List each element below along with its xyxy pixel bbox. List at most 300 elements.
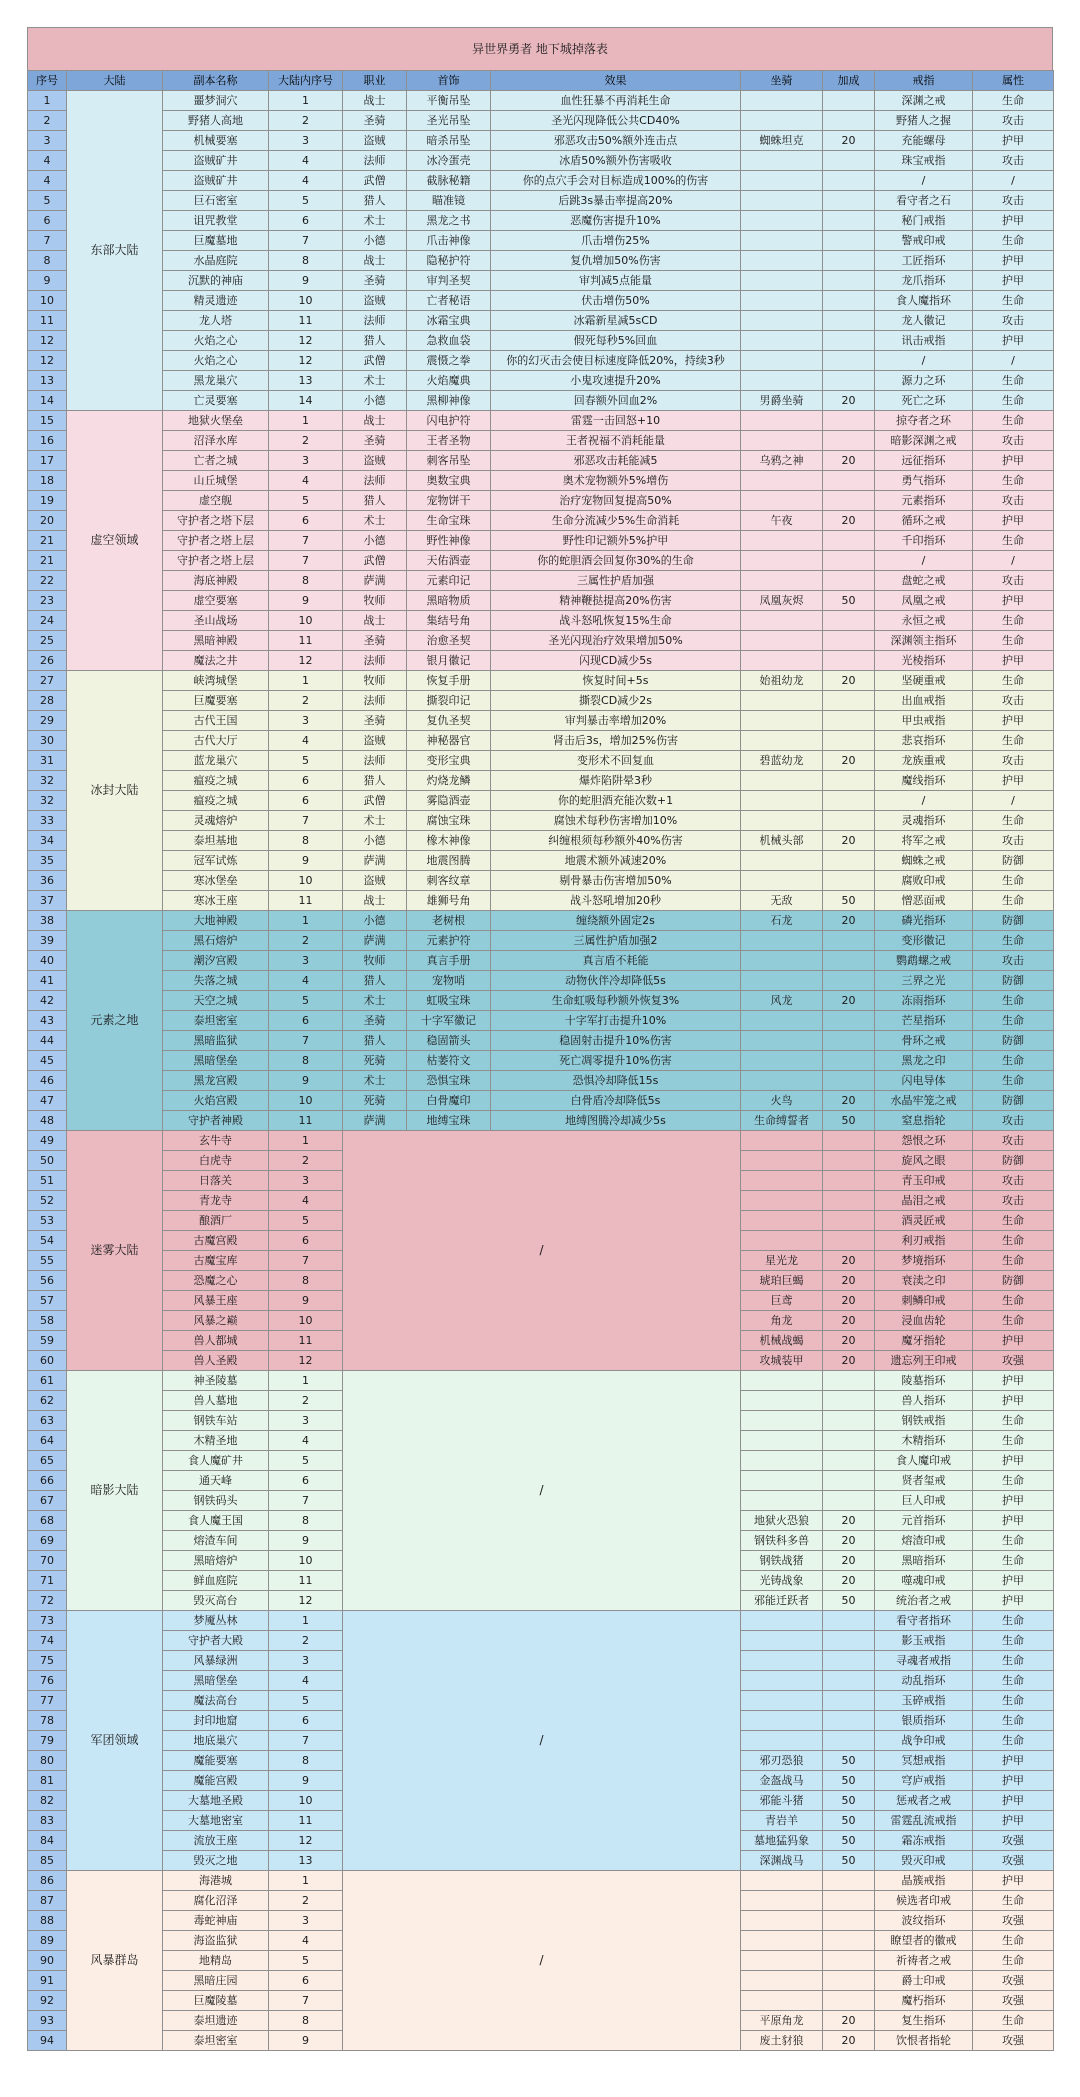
cell-mount	[741, 1411, 823, 1431]
cell-ring: 水晶牢笼之戒	[875, 1091, 973, 1111]
cell-ring: 深渊之戒	[875, 91, 973, 111]
cell-continent-index: 10	[269, 291, 343, 311]
cell-attribute: 攻强	[973, 2031, 1054, 2051]
col-header-mount: 坐骑	[741, 71, 823, 91]
cell-dungeon: 守护者之塔上层	[163, 551, 269, 571]
cell-class: 武僧	[343, 551, 407, 571]
cell-mount: 乌鸦之神	[741, 451, 823, 471]
cell-continent-index: 7	[269, 531, 343, 551]
cell-index: 50	[28, 1151, 67, 1171]
cell-attribute: 生命	[973, 1891, 1054, 1911]
cell-dungeon: 虚空舰	[163, 491, 269, 511]
cell-dungeon: 黑龙宫殿	[163, 1071, 269, 1091]
cell-index: 73	[28, 1611, 67, 1631]
cell-attribute: 攻强	[973, 1851, 1054, 1871]
cell-continent-index: 9	[269, 1531, 343, 1551]
cell-ring: 骨环之戒	[875, 1031, 973, 1051]
table-row	[28, 191, 1054, 211]
cell-ring: 影玉戒指	[875, 1631, 973, 1651]
cell-index: 68	[28, 1511, 67, 1531]
cell-bonus: 20	[823, 751, 875, 771]
cell-trinket: 地震图腾	[407, 851, 491, 871]
table-row	[28, 371, 1054, 391]
col-header-trinket: 首饰	[407, 71, 491, 91]
cell-dungeon: 毒蛇神庙	[163, 1911, 269, 1931]
cell-index: 47	[28, 1091, 67, 1111]
cell-index: 80	[28, 1751, 67, 1771]
cell-continent-index: 3	[269, 951, 343, 971]
cell-continent-index: 5	[269, 1211, 343, 1231]
cell-attribute: 生命	[973, 1691, 1054, 1711]
cell-attribute: 攻击	[973, 111, 1054, 131]
cell-dungeon: 酿酒厂	[163, 1211, 269, 1231]
cell-dungeon: 地底巢穴	[163, 1731, 269, 1751]
cell-mount	[741, 1191, 823, 1211]
cell-index: 66	[28, 1471, 67, 1491]
cell-dungeon: 峡湾城堡	[163, 671, 269, 691]
cell-continent-index: 5	[269, 191, 343, 211]
table-row	[28, 311, 1054, 331]
cell-continent-index: 10	[269, 871, 343, 891]
cell-index: 32	[28, 791, 67, 811]
cell-effect: 爪击增伤25%	[491, 231, 741, 251]
cell-bonus	[823, 1631, 875, 1651]
cell-ring: 元素指环	[875, 491, 973, 511]
cell-trinket: 神秘器官	[407, 731, 491, 751]
cell-bonus	[823, 871, 875, 891]
cell-attribute: 护甲	[973, 651, 1054, 671]
cell-dungeon: 风暴绿洲	[163, 1651, 269, 1671]
table-row	[28, 771, 1054, 791]
cell-effect: 王者祝福不消耗能量	[491, 431, 741, 451]
cell-class: 猎人	[343, 491, 407, 511]
cell-index: 91	[28, 1971, 67, 1991]
cell-index: 89	[28, 1931, 67, 1951]
cell-trinket: 橡木神像	[407, 831, 491, 851]
cell-dungeon: 瘟疫之城	[163, 771, 269, 791]
cell-effect: 变形术不回复血	[491, 751, 741, 771]
col-header-dungeon: 副本名称	[163, 71, 269, 91]
cell-ring: 战争印戒	[875, 1731, 973, 1751]
cell-ring: 穹庐戒指	[875, 1771, 973, 1791]
cell-bonus	[823, 1931, 875, 1951]
cell-index: 49	[28, 1131, 67, 1151]
cell-mount	[741, 1171, 823, 1191]
cell-continent-index: 10	[269, 1091, 343, 1111]
cell-index: 6	[28, 211, 67, 231]
cell-class: 萨满	[343, 931, 407, 951]
cell-mount: 男爵坐骑	[741, 391, 823, 411]
table-row	[28, 1111, 1054, 1131]
cell-mount: 凤凰灰烬	[741, 591, 823, 611]
cell-index: 43	[28, 1011, 67, 1031]
cell-class: 武僧	[343, 171, 407, 191]
cell-attribute: 防御	[973, 851, 1054, 871]
cell-bonus: 20	[823, 1311, 875, 1331]
col-header-continent: 大陆	[67, 71, 163, 91]
cell-bonus	[823, 1951, 875, 1971]
cell-class: 圣骑	[343, 271, 407, 291]
cell-index: 3	[28, 131, 67, 151]
cell-class: 小德	[343, 531, 407, 551]
cell-ring: 循环之戒	[875, 511, 973, 531]
col-header-effect: 效果	[491, 71, 741, 91]
cell-continent-index: 2	[269, 691, 343, 711]
cell-continent-index: 4	[269, 171, 343, 191]
cell-class: 战士	[343, 891, 407, 911]
cell-index: 44	[28, 1031, 67, 1051]
cell-bonus	[823, 1151, 875, 1171]
cell-bonus: 20	[823, 1251, 875, 1271]
cell-class: 战士	[343, 251, 407, 271]
table-row	[28, 551, 1054, 571]
cell-ring: 坚硬重戒	[875, 671, 973, 691]
cell-index: 57	[28, 1291, 67, 1311]
cell-continent-index: 2	[269, 931, 343, 951]
cell-dungeon: 流放王座	[163, 1831, 269, 1851]
cell-bonus	[823, 771, 875, 791]
cell-trinket: 银月徽记	[407, 651, 491, 671]
cell-attribute: 生命	[973, 931, 1054, 951]
cell-attribute: 生命	[973, 1631, 1054, 1651]
cell-continent-index: 13	[269, 1851, 343, 1871]
cell-index: 74	[28, 1631, 67, 1651]
cell-mount: 废土豺狼	[741, 2031, 823, 2051]
cell-ring: 将军之戒	[875, 831, 973, 851]
cell-ring: 工匠指环	[875, 251, 973, 271]
cell-index: 21	[28, 531, 67, 551]
cell-ring: 鹦鹉螺之戒	[875, 951, 973, 971]
cell-ring: 远征指环	[875, 451, 973, 471]
cell-trinket: 真言手册	[407, 951, 491, 971]
cell-mount	[741, 971, 823, 991]
cell-index: 54	[28, 1231, 67, 1251]
cell-dungeon: 古代王国	[163, 711, 269, 731]
cell-trinket: 变形宝典	[407, 751, 491, 771]
cell-bonus: 50	[823, 1791, 875, 1811]
cell-mount	[741, 271, 823, 291]
cell-bonus: 50	[823, 1591, 875, 1611]
cell-ring: 出血戒指	[875, 691, 973, 711]
table-row	[28, 831, 1054, 851]
cell-ring: 讯击戒指	[875, 331, 973, 351]
cell-index: 23	[28, 591, 67, 611]
cell-effect: 邪恶攻击耗能减5	[491, 451, 741, 471]
cell-class: 死骑	[343, 1091, 407, 1111]
cell-dungeon: 黑暗熔炉	[163, 1551, 269, 1571]
cell-bonus	[823, 1611, 875, 1631]
cell-effect: 十字军打击提升10%	[491, 1011, 741, 1031]
cell-attribute: 生命	[973, 231, 1054, 251]
cell-attribute: 生命	[973, 1731, 1054, 1751]
cell-index: 11	[28, 311, 67, 331]
cell-dungeon: 巨魔陵墓	[163, 1991, 269, 2011]
cell-dungeon: 虚空要塞	[163, 591, 269, 611]
cell-continent-index: 12	[269, 1591, 343, 1611]
cell-dungeon: 蓝龙巢穴	[163, 751, 269, 771]
cell-dungeon: 大墓地圣殿	[163, 1791, 269, 1811]
cell-mount	[741, 1671, 823, 1691]
cell-mount	[741, 471, 823, 491]
col-header-index: 序号	[28, 71, 67, 91]
cell-class: 小德	[343, 231, 407, 251]
cell-bonus	[823, 1031, 875, 1051]
cell-trinket: 复仇圣契	[407, 711, 491, 731]
cell-index: 1	[28, 91, 67, 111]
cell-class: 盗贼	[343, 131, 407, 151]
cell-index: 88	[28, 1911, 67, 1931]
cell-bonus	[823, 1411, 875, 1431]
cell-ring: 梦境指环	[875, 1251, 973, 1271]
cell-index: 87	[28, 1891, 67, 1911]
cell-ring: 玉碎戒指	[875, 1691, 973, 1711]
cell-attribute: 生命	[973, 531, 1054, 551]
cell-bonus: 20	[823, 1271, 875, 1291]
cell-bonus	[823, 331, 875, 351]
cell-bonus	[823, 291, 875, 311]
cell-attribute: 生命	[973, 1411, 1054, 1431]
cell-trinket: 圣光吊坠	[407, 111, 491, 131]
cell-effect: 爆炸陷阱晕3秒	[491, 771, 741, 791]
cell-class: 圣骑	[343, 711, 407, 731]
cell-attribute: 护甲	[973, 251, 1054, 271]
cell-continent-index: 7	[269, 811, 343, 831]
cell-ring: 霜冻戒指	[875, 1831, 973, 1851]
table-row	[28, 991, 1054, 1011]
cell-dungeon: 巨石密室	[163, 191, 269, 211]
cell-ring: 魔牙指轮	[875, 1331, 973, 1351]
cell-ring: /	[875, 551, 973, 571]
cell-dungeon: 天空之城	[163, 991, 269, 1011]
cell-ring: 熔渣印戒	[875, 1531, 973, 1551]
table-row	[28, 91, 1054, 111]
cell-effect: 肾击后3s，增加25%伤害	[491, 731, 741, 751]
cell-ring: 冥想戒指	[875, 1751, 973, 1771]
cell-trinket: 虹吸宝珠	[407, 991, 491, 1011]
cell-continent-index: 2	[269, 1631, 343, 1651]
cell-continent-index: 4	[269, 1671, 343, 1691]
cell-class: 牧师	[343, 671, 407, 691]
cell-mount: 午夜	[741, 511, 823, 531]
cell-mount	[741, 1871, 823, 1891]
cell-effect: 雷霆一击回怒+10	[491, 411, 741, 431]
cell-class: 战士	[343, 91, 407, 111]
cell-mount: 石龙	[741, 911, 823, 931]
cell-dungeon: 火焰宫殿	[163, 1091, 269, 1111]
cell-continent: 东部大陆	[67, 91, 163, 411]
cell-dungeon: 黑暗庄园	[163, 1971, 269, 1991]
cell-mount	[741, 111, 823, 131]
table-row	[28, 911, 1054, 931]
cell-bonus	[823, 1731, 875, 1751]
cell-trinket: 黑柳神像	[407, 391, 491, 411]
cell-effect: 你的蛇胆酒充能次数+1	[491, 791, 741, 811]
cell-effect: 腐蚀术每秒伤害增加10%	[491, 811, 741, 831]
table-row	[28, 271, 1054, 291]
table-row	[28, 891, 1054, 911]
cell-bonus	[823, 951, 875, 971]
cell-dungeon: 冠军试炼	[163, 851, 269, 871]
cell-dungeon: 兽人都城	[163, 1331, 269, 1351]
cell-effect: 恐惧冷却降低15s	[491, 1071, 741, 1091]
cell-class: 法师	[343, 651, 407, 671]
cell-attribute: 护甲	[973, 1811, 1054, 1831]
cell-dungeon: 失落之城	[163, 971, 269, 991]
cell-trinket: 隐秘护符	[407, 251, 491, 271]
cell-dungeon: 沼泽水库	[163, 431, 269, 451]
cell-effect: 邪恶攻击50%额外连击点	[491, 131, 741, 151]
table-row	[28, 331, 1054, 351]
table-row	[28, 851, 1054, 871]
cell-bonus	[823, 1871, 875, 1891]
cell-continent-index: 2	[269, 1891, 343, 1911]
drop-table	[27, 70, 1054, 2051]
cell-ring: 波纹指环	[875, 1911, 973, 1931]
cell-attribute: 护甲	[973, 771, 1054, 791]
cell-class: 盗贼	[343, 871, 407, 891]
cell-class: 法师	[343, 151, 407, 171]
cell-ring: 甲虫戒指	[875, 711, 973, 731]
cell-mount	[741, 1011, 823, 1031]
cell-dungeon: 海港城	[163, 1871, 269, 1891]
cell-dungeon: 大地神殿	[163, 911, 269, 931]
cell-class: 小德	[343, 911, 407, 931]
cell-bonus	[823, 271, 875, 291]
table-row	[28, 671, 1054, 691]
cell-ring: 木精指环	[875, 1431, 973, 1451]
cell-bonus	[823, 1491, 875, 1511]
cell-bonus	[823, 151, 875, 171]
cell-effect: 奥术宠物额外5%增伤	[491, 471, 741, 491]
cell-continent-index: 3	[269, 131, 343, 151]
cell-bonus: 20	[823, 451, 875, 471]
cell-bonus	[823, 1231, 875, 1251]
cell-dungeon: 梦魇丛林	[163, 1611, 269, 1631]
table-body	[28, 91, 1054, 2051]
cell-attribute: 生命	[973, 1051, 1054, 1071]
cell-continent-index: 1	[269, 1611, 343, 1631]
cell-continent-index: 2	[269, 1151, 343, 1171]
cell-index: 15	[28, 411, 67, 431]
cell-ring: 晶簇戒指	[875, 1871, 973, 1891]
cell-index: 86	[28, 1871, 67, 1891]
cell-mount	[741, 651, 823, 671]
cell-trinket: 稳固箭头	[407, 1031, 491, 1051]
table-row	[28, 871, 1054, 891]
cell-ring: 寻魂者戒指	[875, 1651, 973, 1671]
cell-ring: 魔朽指环	[875, 1991, 973, 2011]
cell-bonus	[823, 1691, 875, 1711]
table-row	[28, 751, 1054, 771]
table-row	[28, 1371, 1054, 1391]
cell-mount	[741, 1631, 823, 1651]
cell-trinket: 雾隐酒壶	[407, 791, 491, 811]
cell-bonus: 20	[823, 831, 875, 851]
cell-ring: 食人魔指环	[875, 291, 973, 311]
table-row	[28, 1031, 1054, 1051]
cell-dungeon: 地狱火堡垒	[163, 411, 269, 431]
cell-bonus	[823, 491, 875, 511]
cell-class: 小德	[343, 391, 407, 411]
cell-bonus	[823, 1011, 875, 1031]
cell-mount	[741, 311, 823, 331]
cell-attribute: 生命	[973, 2011, 1054, 2031]
cell-attribute: 防御	[973, 1091, 1054, 1111]
cell-mount	[741, 411, 823, 431]
cell-continent-index: 2	[269, 1391, 343, 1411]
cell-continent-index: 7	[269, 551, 343, 571]
cell-continent-index: 6	[269, 1711, 343, 1731]
table-row	[28, 431, 1054, 451]
cell-continent-index: 8	[269, 251, 343, 271]
cell-attribute: 护甲	[973, 331, 1054, 351]
cell-ring: 动乱指环	[875, 1671, 973, 1691]
cell-index: 93	[28, 2011, 67, 2031]
cell-dungeon: 风暴之巅	[163, 1311, 269, 1331]
cell-index: 8	[28, 251, 67, 271]
cell-continent-index: 10	[269, 1551, 343, 1571]
table-row	[28, 1611, 1054, 1631]
cell-effect: 小鬼攻速提升20%	[491, 371, 741, 391]
cell-mount	[741, 151, 823, 171]
cell-continent: 风暴群岛	[67, 1871, 163, 2051]
cell-bonus	[823, 371, 875, 391]
cell-bonus	[823, 971, 875, 991]
cell-continent-index: 6	[269, 1971, 343, 1991]
cell-continent-index: 7	[269, 1491, 343, 1511]
cell-index: 10	[28, 291, 67, 311]
cell-continent-index: 7	[269, 1031, 343, 1051]
cell-bonus: 20	[823, 671, 875, 691]
table-row	[28, 631, 1054, 651]
table-row	[28, 1011, 1054, 1031]
cell-attribute: /	[973, 351, 1054, 371]
cell-mount	[741, 231, 823, 251]
cell-mount	[741, 351, 823, 371]
cell-mount	[741, 611, 823, 631]
cell-ring: 晶泪之戒	[875, 1191, 973, 1211]
cell-mount	[741, 531, 823, 551]
cell-attribute: 攻击	[973, 191, 1054, 211]
cell-continent-index: 8	[269, 1511, 343, 1531]
cell-attribute: 生命	[973, 991, 1054, 1011]
cell-mount	[741, 791, 823, 811]
cell-mount	[741, 551, 823, 571]
cell-trinket: 暗杀吊坠	[407, 131, 491, 151]
cell-attribute: 生命	[973, 1431, 1054, 1451]
cell-attribute: 攻击	[973, 1111, 1054, 1131]
cell-bonus	[823, 1211, 875, 1231]
cell-trinket: 火焰魔典	[407, 371, 491, 391]
cell-attribute: 护甲	[973, 1751, 1054, 1771]
cell-attribute: 护甲	[973, 131, 1054, 151]
cell-attribute: 生命	[973, 411, 1054, 431]
cell-index: 24	[28, 611, 67, 631]
cell-index: 5	[28, 191, 67, 211]
cell-attribute: 护甲	[973, 511, 1054, 531]
cell-continent-index: 11	[269, 311, 343, 331]
cell-ring: 深渊领主指环	[875, 631, 973, 651]
cell-dungeon: 圣山战场	[163, 611, 269, 631]
cell-attribute: 护甲	[973, 1511, 1054, 1531]
col-header-attribute: 属性	[973, 71, 1054, 91]
cell-ring: 灵魂指环	[875, 811, 973, 831]
cell-continent-index: 7	[269, 231, 343, 251]
cell-index: 33	[28, 811, 67, 831]
cell-effect: 白骨盾冷却降低5s	[491, 1091, 741, 1111]
cell-index: 20	[28, 511, 67, 531]
cell-effect: 真言盾不耗能	[491, 951, 741, 971]
